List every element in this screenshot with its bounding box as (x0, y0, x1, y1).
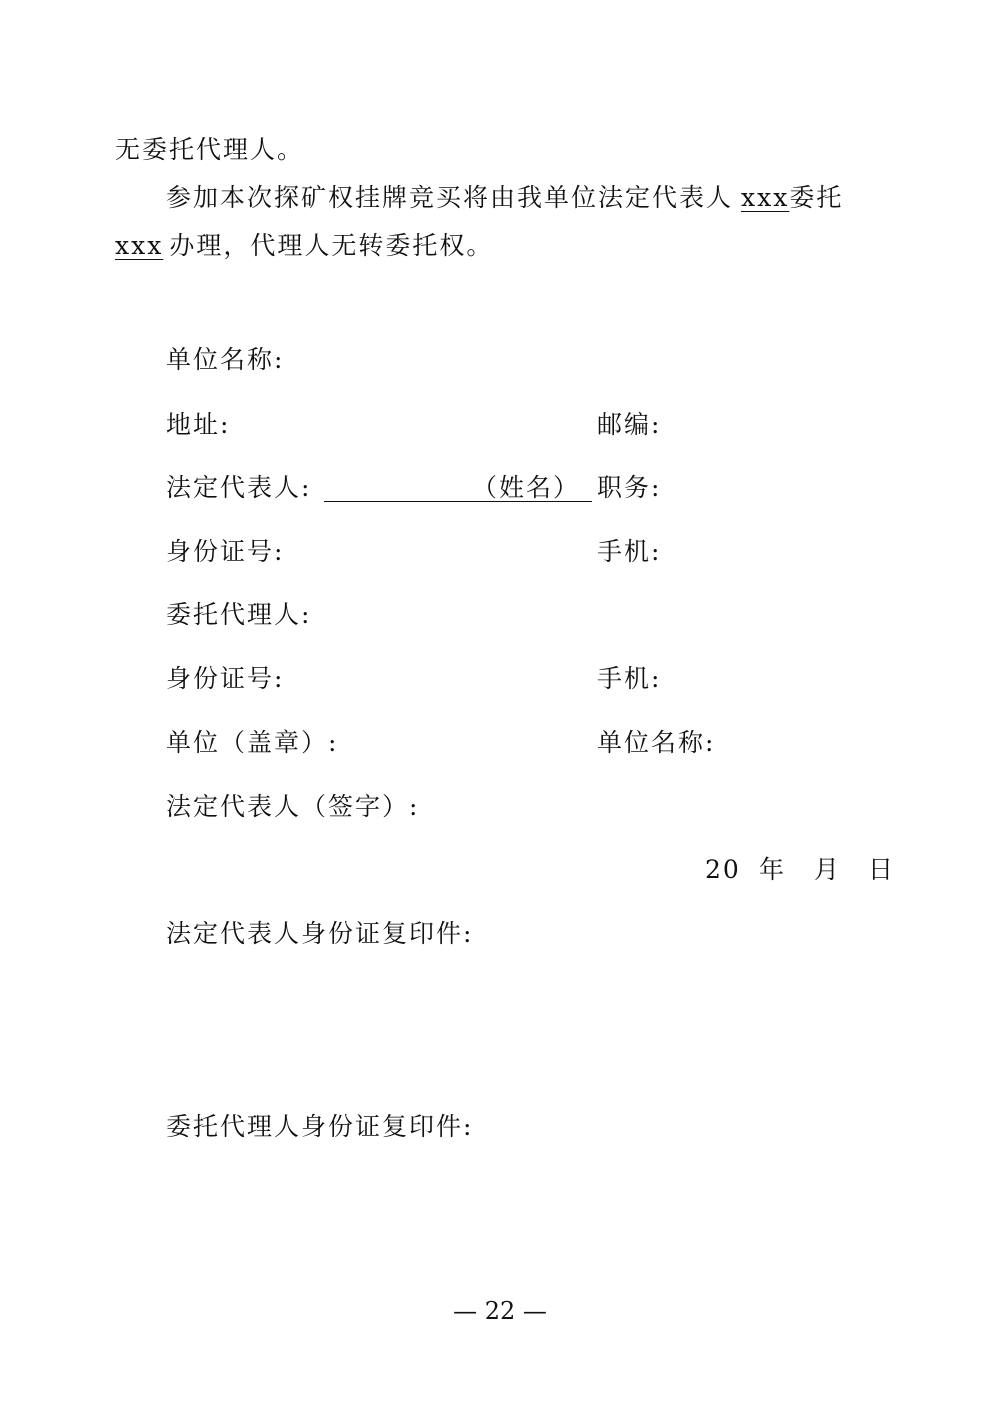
id-number-label-2: 身份证号: (166, 664, 285, 693)
agent-id-copy-label: 委托代理人身份证复印件: (166, 1112, 474, 1141)
address-label: 地址: (166, 410, 231, 439)
unit-seal-label: 单位（盖章）: (166, 728, 339, 757)
body-line-1 (115, 133, 304, 167)
name-hint: （姓名） (472, 473, 581, 502)
postcode-label: 邮编: (597, 410, 662, 439)
mobile-label-1: 手机: (597, 537, 662, 566)
body-paragraph-2-line-2 (115, 229, 493, 263)
agent-label: 委托代理人: (166, 600, 312, 629)
no-agent-text: 无委托代理人。 (115, 135, 305, 164)
date-line (705, 853, 896, 887)
legal-rep-label: 法定代表人: (166, 473, 312, 502)
date-year: 年 (759, 855, 787, 884)
agent-name-blank: xxx (115, 231, 164, 260)
paragraph-start: 参加本次探矿权挂牌竞买将由我单位法定代表人 (166, 183, 734, 212)
page-number: — 22 — (453, 1297, 547, 1325)
unit-name-label-2: 单位名称: (597, 728, 716, 757)
paragraph-end: 办理，代理人无转委托权。 (169, 231, 494, 260)
mobile-label-2: 手机: (597, 664, 662, 693)
paragraph-mid: 委托 (789, 183, 844, 212)
unit-name-label: 单位名称: (166, 345, 285, 374)
date-month: 月 (814, 855, 842, 884)
legal-rep-name-blank: xxx (741, 183, 790, 212)
date-year-prefix: 20 (705, 855, 741, 884)
position-label: 职务: (597, 473, 662, 502)
date-day: 日 (868, 855, 896, 884)
legal-rep-signature-label: 法定代表人（签字）: (166, 792, 420, 821)
body-paragraph-2-line-1 (166, 181, 843, 215)
id-number-label-1: 身份证号: (166, 537, 285, 566)
legal-rep-id-copy-label: 法定代表人身份证复印件: (166, 919, 474, 948)
legal-rep-row (166, 471, 311, 505)
